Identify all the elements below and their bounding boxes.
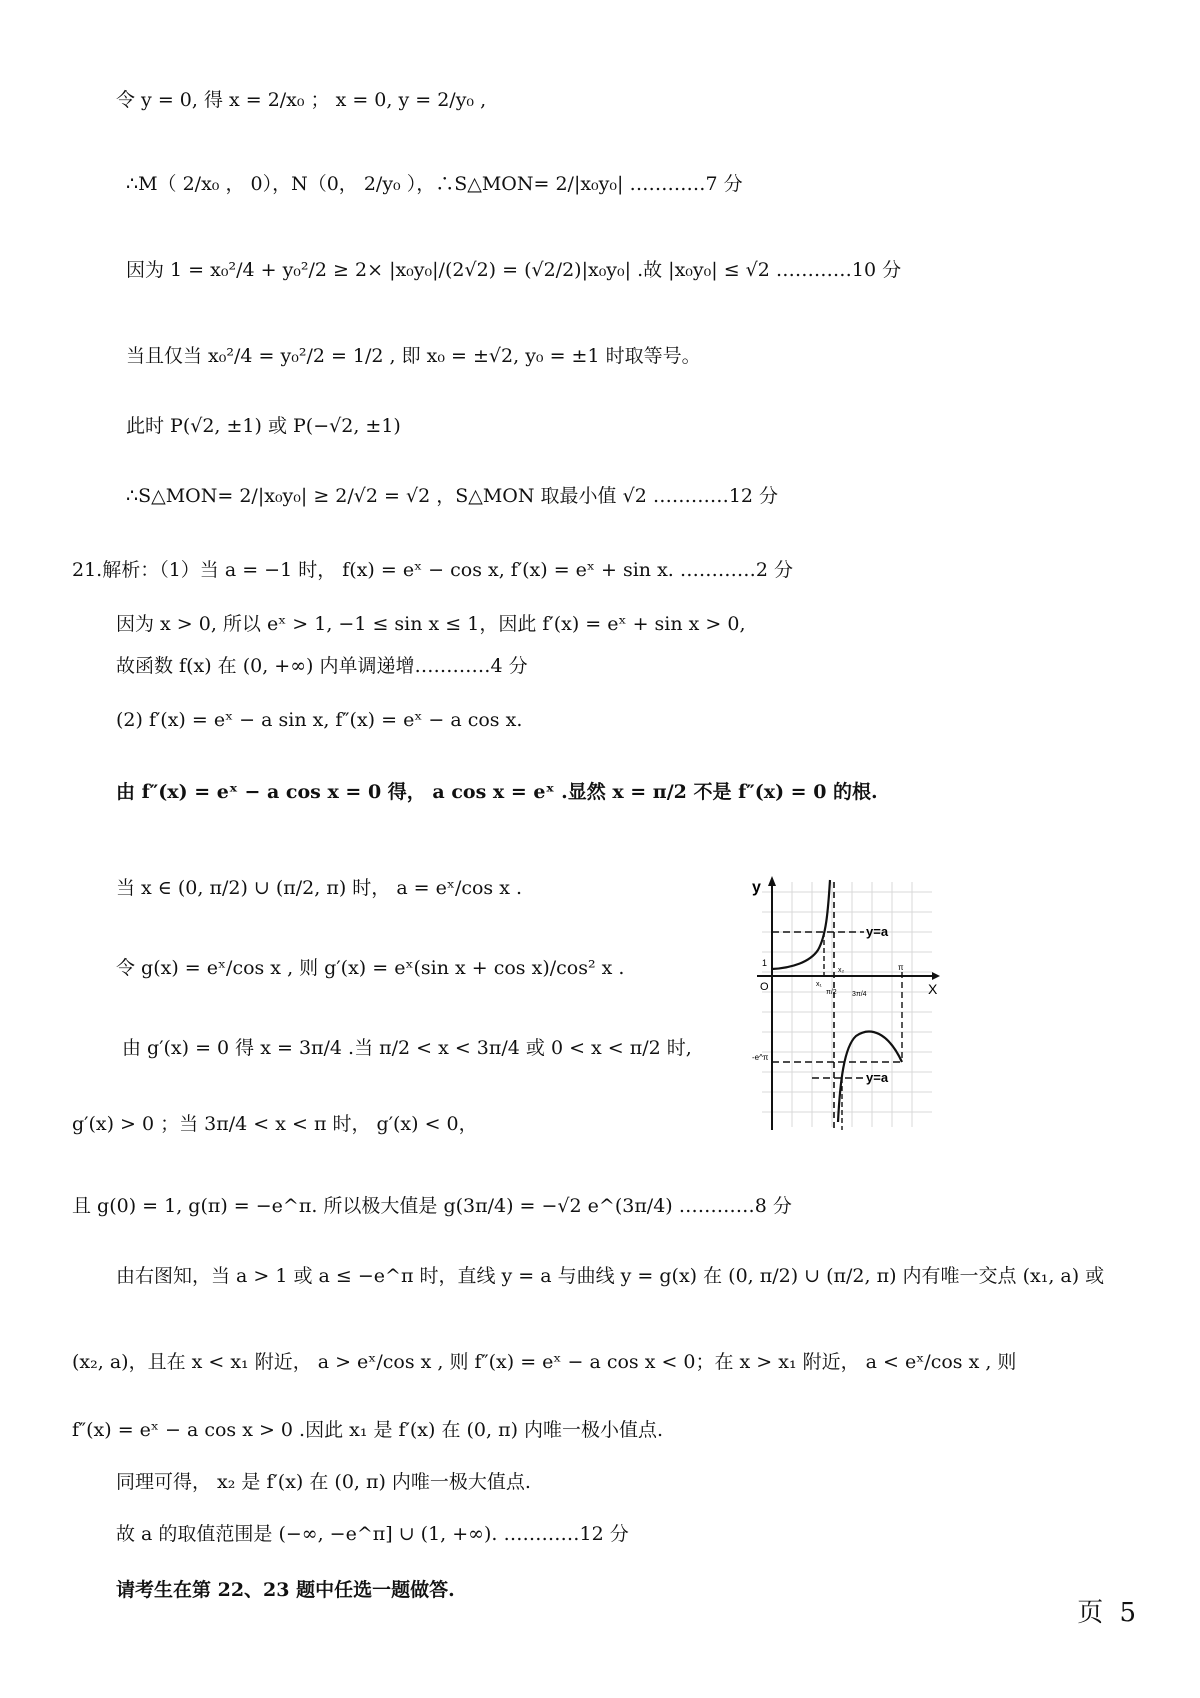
curve-left-branch — [772, 880, 830, 969]
line-18: (x₂, a)，且在 x < x₁ 附近， a > eˣ/cos x , 则 f″(x) = eˣ − a cos x < 0；在 x > x₁ 附近， a < eˣ/cos x , 则 — [72, 1351, 1017, 1373]
x2-label: x₂ — [838, 967, 845, 974]
page-number: 页 5 — [1077, 1598, 1140, 1628]
line-10: (2) f′(x) = eˣ − a sin x, f″(x) = eˣ − a cos x. — [116, 709, 523, 731]
line-9: 故函数 f(x) 在 (0, +∞) 内单调递增…………4 分 — [116, 655, 528, 677]
line-21: 故 a 的取值范围是 (−∞, −e^π] ∪ (1, +∞). …………12 分 — [116, 1523, 629, 1545]
line-14: 由 g′(x) = 0 得 x = 3π/4 .当 π/2 < x < 3π/4 或 0 < x < π/2 时, — [122, 1037, 692, 1059]
line-2: ∴M（ 2/x₀ ， 0），N（0， 2/y₀ ），∴S△MON= 2/|x₀y₀| …………7 分 — [126, 173, 743, 195]
x-axis-arrow-icon — [932, 972, 940, 980]
three-quarter-pi-label: 3π/4 — [852, 991, 867, 998]
lower-ya-label: y=a — [866, 1070, 889, 1085]
origin-label: O — [760, 981, 769, 993]
line-6: ∴S△MON= 2/|x₀y₀| ≥ 2/√2 = √2 ，S△MON 取最小值 √2 …………12 分 — [126, 485, 779, 507]
pi-label: π — [898, 963, 904, 972]
one-label: 1 — [762, 958, 768, 968]
function-graph — [752, 872, 942, 1132]
line-22: 请考生在第 22、23 题中任选一题做答. — [116, 1579, 455, 1601]
line-5: 此时 P(√2, ±1) 或 P(−√2, ±1) — [126, 415, 401, 437]
line-15: g′(x) > 0 ；当 3π/4 < x < π 时， g′(x) < 0， — [72, 1113, 478, 1135]
line-1: 令 y = 0, 得 x = 2/x₀ ； x = 0, y = 2/y₀ , — [116, 89, 487, 111]
line-4: 当且仅当 x₀²/4 = y₀²/2 = 1/2 , 即 x₀ = ±√2, y₀ = ±1 时取等号。 — [126, 345, 701, 367]
neg-e-pi-label: -e^π — [752, 1053, 769, 1062]
line-12: 当 x ∈ (0, π/2) ∪ (π/2, π) 时， a = eˣ/cos x . — [116, 877, 523, 899]
y-axis-label: y — [752, 879, 761, 896]
line-11: 由 f″(x) = eˣ − a cos x = 0 得， a cos x = eˣ .显然 x = π/2 不是 f″(x) = 0 的根. — [116, 781, 878, 803]
line-7: 21.解析：（1）当 a = −1 时， f(x) = eˣ − cos x, f′(x) = eˣ + sin x. …………2 分 — [72, 559, 793, 581]
x1-label: x₁ — [816, 981, 822, 988]
line-19: f″(x) = eˣ − a cos x > 0 .因此 x₁ 是 f′(x) 在 (0, π) 内唯一极小值点. — [72, 1419, 664, 1441]
x-axis-label: X — [928, 981, 938, 997]
line-13: 令 g(x) = eˣ/cos x , 则 g′(x) = eˣ(sin x + cos x)/cos² x . — [116, 957, 625, 979]
line-17: 由右图知，当 a > 1 或 a ≤ −e^π 时，直线 y = a 与曲线 y = g(x) 在 (0, π/2) ∪ (π/2, π) 内有唯一交点 (x₁, a) 或 — [116, 1265, 1105, 1287]
line-16: 且 g(0) = 1, g(π) = −e^π. 所以极大值是 g(3π/4) = −√2 e^(3π/4) …………8 分 — [72, 1195, 792, 1217]
y-axis-arrow-icon — [768, 876, 776, 886]
half-pi-label: π/2 — [826, 989, 837, 996]
upper-ya-label: y=a — [866, 924, 889, 939]
line-3: 因为 1 = x₀²/4 + y₀²/2 ≥ 2× |x₀y₀|/(2√2) = (√2/2)|x₀y₀| .故 |x₀y₀| ≤ √2 …………10 分 — [126, 259, 902, 281]
line-8: 因为 x > 0, 所以 eˣ > 1, −1 ≤ sin x ≤ 1，因此 f′(x) = eˣ + sin x > 0, — [116, 613, 746, 635]
line-20: 同理可得， x₂ 是 f′(x) 在 (0, π) 内唯一极大值点. — [116, 1471, 531, 1493]
